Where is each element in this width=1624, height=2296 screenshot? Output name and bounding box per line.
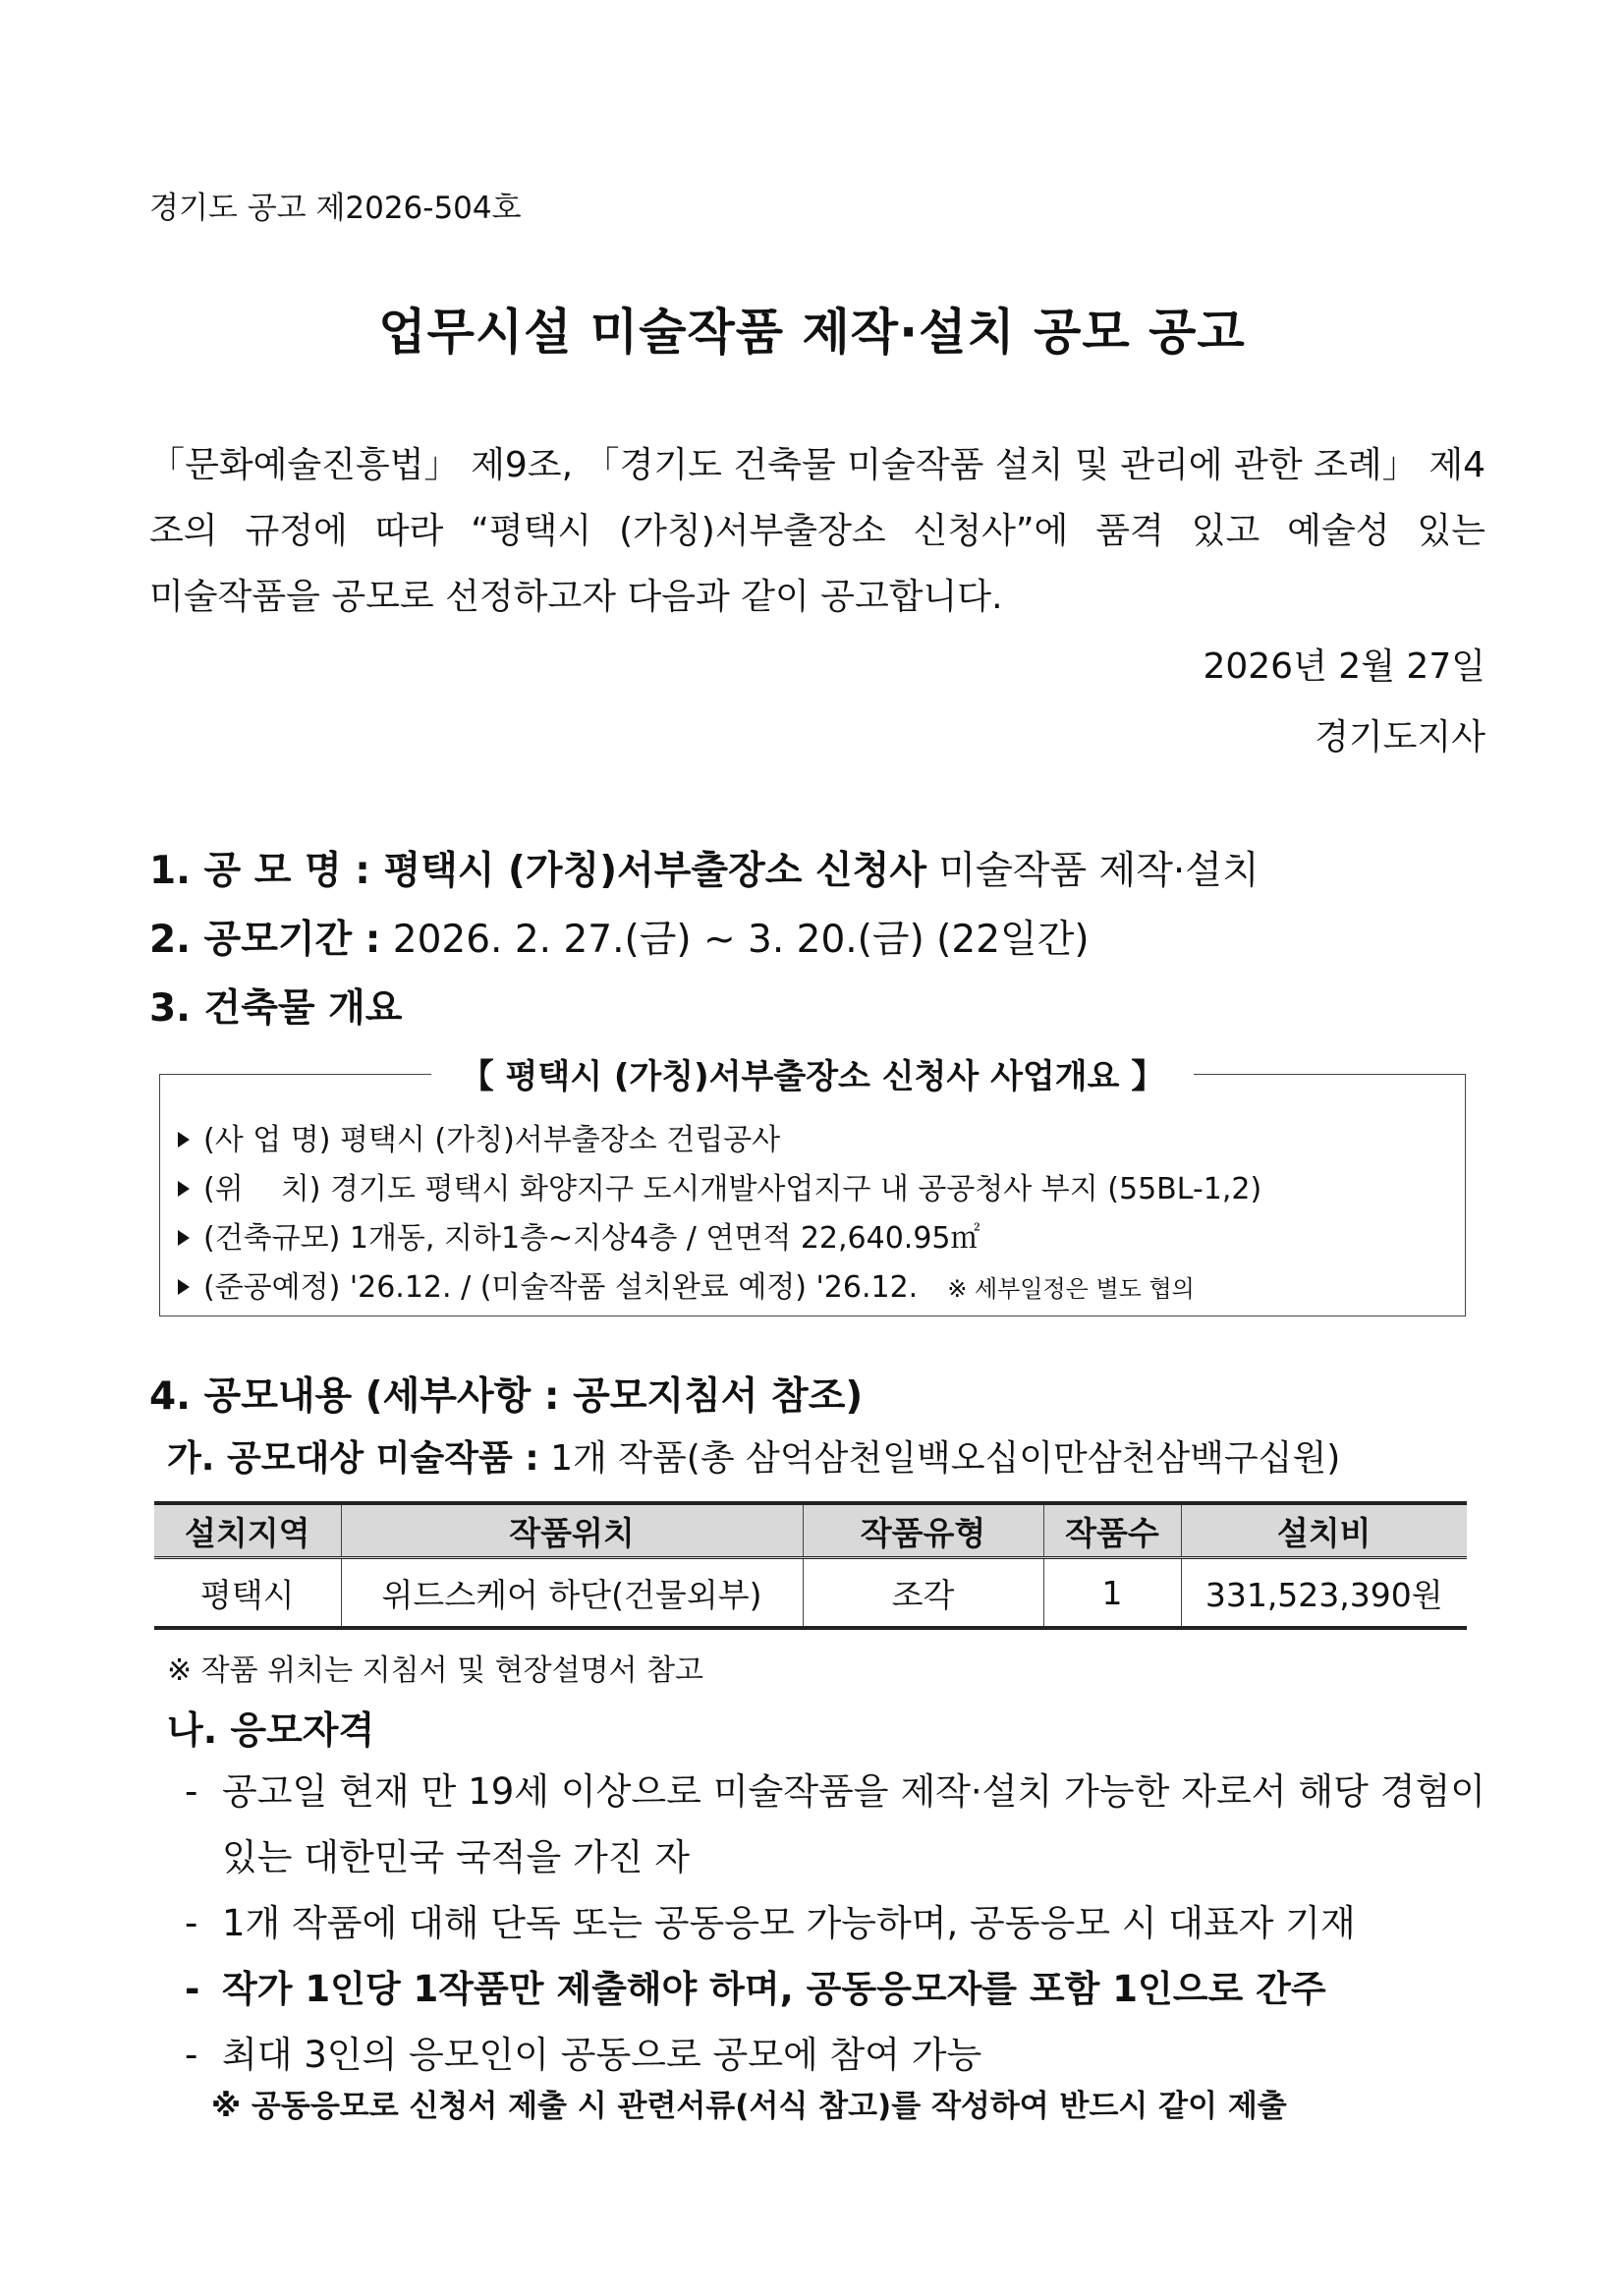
intro-paragraph	[149, 432, 1485, 630]
artwork-table	[154, 1501, 1467, 1630]
table-cell: 조각	[803, 1558, 1043, 1629]
subsection-ga	[167, 1430, 1340, 1481]
overview-item: (사 업 명) 평택시 (가칭)서부출장소 건립공사	[178, 1116, 1261, 1165]
dash-bullet: -	[185, 2034, 198, 2076]
eligibility-item-4: 최대 3인의 응모인이 공동으로 공모에 참여 가능	[222, 2034, 982, 2076]
eligibility-item	[185, 1759, 1485, 1890]
signer: 경기도지사	[1315, 717, 1485, 757]
table-cell: 331,523,390원	[1181, 1558, 1467, 1629]
overview-list	[178, 1116, 1261, 1314]
section-1-rest: 미술작품 제작·설치	[926, 849, 1260, 893]
section-2-contest-period	[149, 909, 1090, 964]
dash-bullet: -	[185, 1968, 200, 2010]
section-4-heading: 4. 공모내용 (세부사항 : 공모지침서 참조)	[149, 1374, 864, 1419]
dash-bullet: -	[185, 1770, 198, 1813]
notice-date: 2026년 2월 27일	[1203, 646, 1485, 687]
eligibility-item	[185, 2022, 1485, 2088]
table-header-row	[154, 1503, 1467, 1558]
table-header-cell: 작품유형	[803, 1503, 1043, 1558]
table-header-cell: 설치지역	[154, 1503, 341, 1558]
subsection-na-heading: 나. 응모자격	[167, 1708, 375, 1752]
section-1-label: 1. 공 모 명 : 평택시 (가칭)서부출장소 신청사	[149, 849, 927, 893]
table-cell: 위드스케어 하단(건물외부)	[341, 1558, 803, 1629]
intro-line-2: 제4조의 규정에 따라 “평택시 (가칭)서부출장소 신청사”에 품격 있고 예술성 있는	[149, 445, 1485, 551]
subsection-ga-rest: 1개 작품(총 삼억삼천일백오십이만삼천삼백구십원)	[538, 1438, 1341, 1479]
eligibility-item-3: 작가 1인당 1작품만 제출해야 하며, 공동응모자를 포함 1인으로 간주	[222, 1968, 1326, 2010]
overview-schedule-note: ※ 세부일정은 별도 협의	[947, 1275, 1195, 1303]
table-header-cell: 작품수	[1043, 1503, 1181, 1558]
overview-item: (위 치) 경기도 평택시 화양지구 도시개발사업지구 내 공공청사 부지 (55BL-1,2)	[178, 1165, 1261, 1214]
intro-line-3: 미술작품을 공모로 선정하고자 다음과 같이 공고합니다.	[149, 577, 1003, 617]
page-title: 업무시설 미술작품 제작·설치 공모 공고	[378, 304, 1246, 361]
section-3-heading: 3. 건축물 개요	[149, 986, 403, 1031]
overview-item: (건축규모) 1개동, 지하1층~지상4층 / 연면적 22,640.95㎡	[178, 1214, 1261, 1263]
overview-box	[159, 1057, 1466, 1316]
triangle-bullet-icon	[178, 1279, 190, 1295]
eligibility-item-2: 1개 작품에 대해 단독 또는 공동응모 가능하며, 공동응모 시 대표자 기재	[222, 1902, 1356, 1944]
eligibility-item	[185, 1890, 1485, 1956]
table-row	[154, 1558, 1467, 1629]
section-2-rest: 2026. 2. 27.(금) ~ 3. 20.(금) (22일간)	[380, 918, 1090, 962]
overview-box-title: 【 평택시 (가칭)서부출장소 신청사 사업개요 】	[160, 1049, 1465, 1097]
eligibility-item-1-line-1: 공고일 현재 만 19세 이상으로 미술작품을 제작·설치 가능한 자로서 해당 경험이	[222, 1770, 1485, 1813]
overview-item: (준공예정) '26.12. / (미술작품 설치완료 예정) '26.12. ※ 세부일정은 별도 협의	[178, 1263, 1261, 1314]
triangle-bullet-icon	[178, 1230, 190, 1246]
section-2-label: 2. 공모기간 :	[149, 918, 381, 962]
table-header-cell: 작품위치	[341, 1503, 803, 1558]
joint-application-note: ※ 공동응모로 신청서 제출 시 관련서류(서식 참고)를 작성하여 반드시 같이 제출	[211, 2089, 1287, 2124]
dash-bullet: -	[185, 1902, 198, 1944]
eligibility-list	[185, 1759, 1485, 2088]
subsection-ga-label: 가. 공모대상 미술작품 :	[167, 1438, 539, 1479]
notice-number: 경기도 공고 제2026-504호	[149, 191, 522, 226]
triangle-bullet-icon	[178, 1181, 190, 1197]
eligibility-item	[185, 1956, 1485, 2022]
table-cell: 1	[1043, 1558, 1181, 1629]
intro-line-1: 「문화예술진흥법」 제9조, 「경기도 건축물 미술작품 설치 및 관리에 관한 조례」	[149, 445, 1418, 485]
table-cell: 평택시	[154, 1558, 341, 1629]
eligibility-item-1-line-2: 있는 대한민국 국적을 가진 자	[222, 1836, 690, 1878]
triangle-bullet-icon	[178, 1132, 190, 1148]
table-note: ※ 작품 위치는 지침서 및 현장설명서 참고	[167, 1653, 704, 1688]
section-1-contest-name	[149, 840, 1260, 895]
table-header-cell: 설치비	[1181, 1503, 1467, 1558]
